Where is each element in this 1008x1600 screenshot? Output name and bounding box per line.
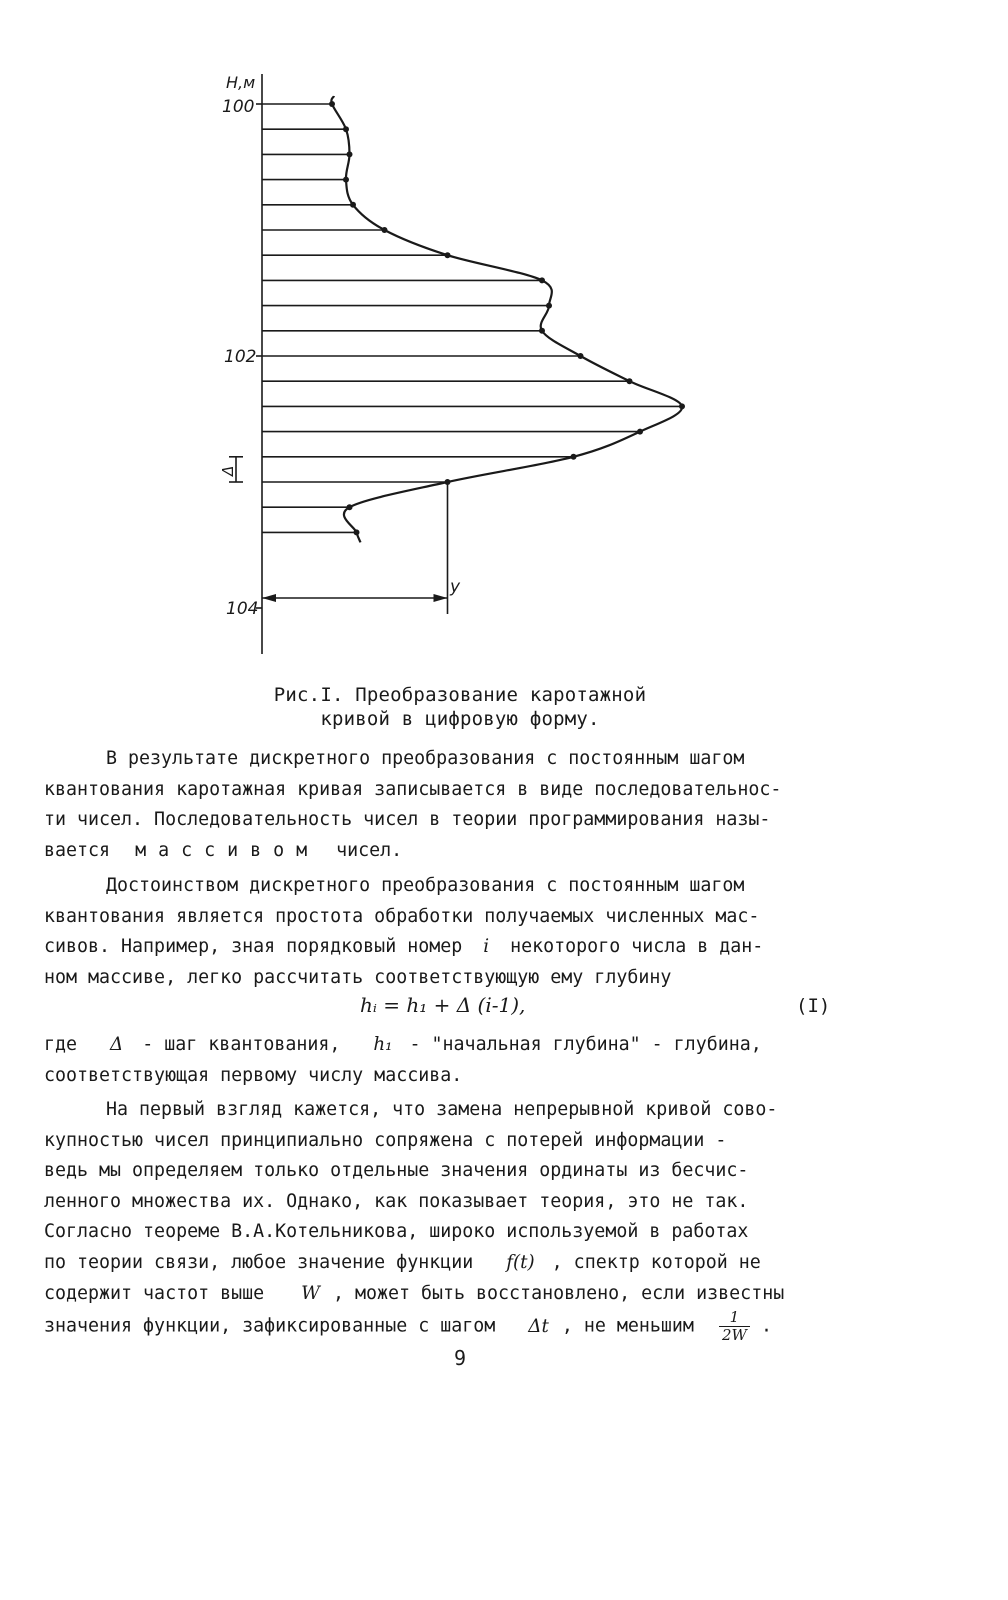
text-fragment: сивов. Например, зная порядковый номер <box>44 936 463 958</box>
text-line: ленного множества их. Однако, как показывает теория, это не так. <box>44 1190 749 1212</box>
well-log-figure <box>0 0 1008 680</box>
text-line <box>44 1030 914 1061</box>
text-line: Достоинством дискретного преобразования с постоянным шагом <box>106 875 745 896</box>
sample-point <box>350 202 356 208</box>
text-fragment: некоторого числа в дан- <box>510 936 764 958</box>
formula: hᵢ = h₁ + Δ (i-1), <box>360 993 526 1017</box>
emphasized-word: массивом <box>135 839 320 861</box>
paragraph-4 <box>44 1095 914 1344</box>
text-line <box>44 1248 914 1279</box>
sample-point <box>347 504 353 510</box>
text-line <box>44 1279 914 1310</box>
depth-label-100: 100 <box>222 97 255 117</box>
delta-label: Δ <box>219 465 237 476</box>
math-h1: h₁ <box>373 1034 393 1055</box>
text-fragment: , может быть восстановлено, если известны <box>332 1282 785 1304</box>
text-line: квантования каротажная кривая записывается в виде последовательнос- <box>44 778 782 800</box>
text-line <box>44 1309 914 1344</box>
text-line <box>44 836 914 867</box>
math-w: W <box>301 1282 320 1304</box>
text-line: ти чисел. Последовательность чисел в теории программирования назы- <box>44 809 771 831</box>
figure-caption <box>150 683 770 731</box>
sample-point <box>627 378 633 384</box>
caption-line-2: кривой в цифровую форму. <box>320 708 600 730</box>
sample-point <box>546 303 552 309</box>
text-line: ведь мы определяем только отдельные значения ординаты из бесчис- <box>44 1160 749 1182</box>
text-fragment: чисел. <box>336 839 403 861</box>
depth-label-104: 104 <box>226 599 259 619</box>
y-axis-label: H,м <box>226 73 256 92</box>
text-fragment: по теории связи, любое значение функции <box>44 1251 474 1273</box>
caption-line-1: Рис.I. Преобразование каротажной <box>273 684 647 706</box>
fraction-numerator: 1 <box>719 1309 750 1327</box>
sample-point <box>382 227 388 233</box>
sample-point <box>445 479 451 485</box>
text-fragment: вается <box>44 839 111 861</box>
sample-point <box>637 429 643 435</box>
math-i: i <box>483 936 490 958</box>
fraction <box>719 1309 750 1344</box>
text-fragment: . <box>760 1315 772 1337</box>
equation-number: (I) <box>796 995 831 1017</box>
text-fragment: - "начальная глубина" - глубина, <box>409 1034 762 1055</box>
paragraph-3 <box>44 1030 914 1091</box>
sample-point <box>539 277 545 283</box>
text-line: купностью чисел принципиально сопряжена с потерей информации - <box>44 1129 727 1151</box>
arrow-left <box>262 594 276 602</box>
text-line: соответствующая первому числу массива. <box>44 1064 463 1086</box>
y-label: y <box>450 577 461 597</box>
text-fragment: - шаг квантования, <box>142 1034 341 1055</box>
fraction-denominator: 2W <box>721 1326 747 1345</box>
text-fragment: содержит частот выше <box>44 1282 265 1304</box>
arrow-right <box>434 594 448 602</box>
text-fragment: где <box>44 1034 78 1055</box>
text-fragment: , спектр которой не <box>551 1251 761 1273</box>
text-line: ном массиве, легко рассчитать соответствующую ему глубину <box>44 966 672 988</box>
page-number: 9 <box>453 1346 467 1370</box>
text-line: Согласно теореме В.А.Котельникова, широко используемой в работах <box>44 1221 749 1243</box>
paragraph-1 <box>44 744 914 866</box>
text-fragment: значения функции, зафиксированные с шагом <box>44 1315 496 1337</box>
sample-point <box>343 177 349 183</box>
paragraph-2 <box>44 871 914 993</box>
text-line: В результате дискретного преобразования с постоянным шагом <box>106 748 745 769</box>
sample-point <box>578 353 584 359</box>
text-line: На первый взгляд кажется, что замена непрерывной кривой сово- <box>106 1099 778 1120</box>
sample-point <box>445 252 451 258</box>
text-line <box>44 932 914 963</box>
math-f-of-t: f(t) <box>506 1251 535 1273</box>
sample-point <box>347 151 353 157</box>
sample-point <box>329 101 335 107</box>
log-curve <box>331 96 682 542</box>
sample-point <box>679 403 685 409</box>
sample-point <box>343 126 349 132</box>
sample-point <box>539 328 545 334</box>
math-delta: Δ <box>110 1034 124 1055</box>
sample-point <box>571 454 577 460</box>
text-fragment: , не меньшим <box>561 1315 694 1337</box>
depth-label-102: 102 <box>224 347 257 367</box>
sample-point <box>354 529 360 535</box>
text-line: квантования является простота обработки получаемых численных мас- <box>44 905 760 927</box>
math-delta-t: Δt <box>528 1315 549 1337</box>
